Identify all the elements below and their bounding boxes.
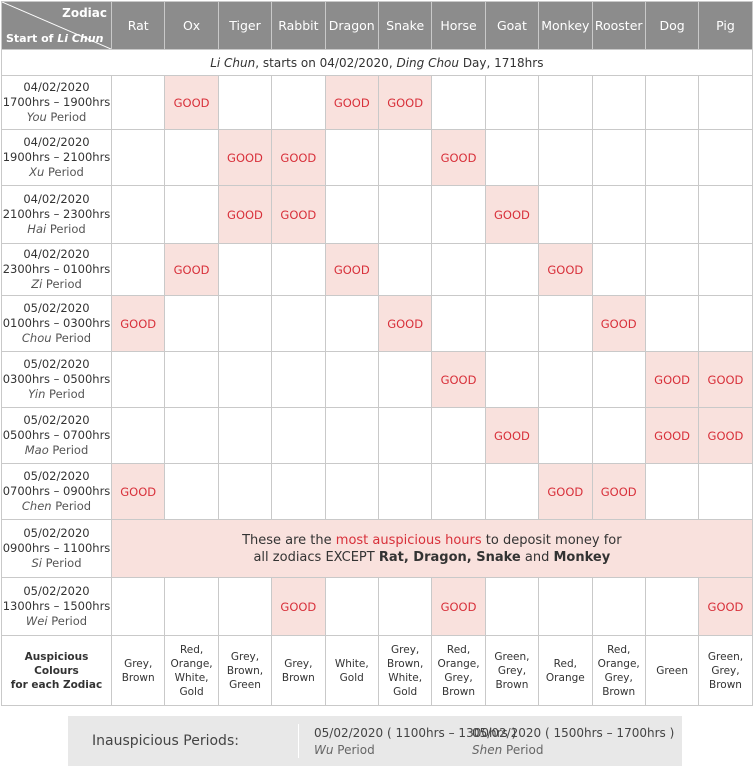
period-time-cell xyxy=(2,186,112,244)
period-time-cell xyxy=(2,76,112,130)
period-name xyxy=(2,165,111,180)
period-name-italic: You xyxy=(26,110,47,124)
empty-cell xyxy=(699,76,752,130)
good-cell: GOOD xyxy=(699,352,752,408)
empty-cell xyxy=(432,244,485,296)
colour-value: Grey, xyxy=(711,664,740,677)
empty-cell xyxy=(699,244,752,296)
inauspicious-period-1-name: Wu Period xyxy=(314,743,375,757)
empty-cell xyxy=(485,352,538,408)
period-hours: 2100hrs – 2300hrs xyxy=(2,207,111,221)
period-name xyxy=(2,443,111,458)
period-name-suffix: Period xyxy=(42,277,82,291)
empty-cell xyxy=(165,296,218,352)
table-row xyxy=(2,464,753,520)
period-name-suffix: Period xyxy=(45,387,85,401)
empty-cell xyxy=(432,186,485,244)
period-name-italic: Chen xyxy=(21,499,52,513)
inauspicious-periods-box xyxy=(68,716,682,766)
table-row xyxy=(2,130,753,186)
empty-cell xyxy=(539,76,592,130)
good-cell: GOOD xyxy=(378,296,431,352)
empty-cell xyxy=(645,186,698,244)
zodiac-header-rabbit: Rabbit xyxy=(272,2,325,50)
empty-cell xyxy=(592,186,645,244)
table-body xyxy=(2,50,753,706)
li-chun-row xyxy=(2,50,753,76)
empty-cell xyxy=(539,296,592,352)
period-name-suffix: Period xyxy=(46,222,86,236)
colours-cell-pig xyxy=(699,636,752,706)
empty-cell xyxy=(592,130,645,186)
empty-cell xyxy=(699,186,752,244)
table-row xyxy=(2,408,753,464)
good-cell: GOOD xyxy=(165,76,218,130)
empty-cell xyxy=(325,296,378,352)
colour-value: Grey, xyxy=(497,664,527,677)
period-name-suffix: Period xyxy=(51,499,92,513)
good-cell: GOOD xyxy=(218,130,271,186)
empty-cell xyxy=(325,130,378,186)
colours-cell-dog xyxy=(645,636,698,706)
corner-header xyxy=(2,2,112,50)
colour-value: Grey, xyxy=(391,643,420,656)
inauspicious-period-2 xyxy=(472,725,674,759)
empty-cell xyxy=(699,130,752,186)
empty-cell xyxy=(272,296,325,352)
empty-cell xyxy=(112,352,165,408)
empty-cell xyxy=(272,76,325,130)
period-hours: 2300hrs – 0100hrs xyxy=(2,262,111,276)
message-pre: These are the xyxy=(242,532,336,548)
empty-cell xyxy=(325,464,378,520)
colour-value: Green, xyxy=(707,650,744,663)
empty-cell xyxy=(378,464,431,520)
message-highlight: most auspicious hours xyxy=(335,532,482,548)
empty-cell xyxy=(592,578,645,636)
good-cell: GOOD xyxy=(325,76,378,130)
good-cell: GOOD xyxy=(485,186,538,244)
colour-value: White, xyxy=(334,657,369,670)
zodiac-header-pig: Pig xyxy=(699,2,752,50)
divider xyxy=(298,724,299,758)
good-cell: GOOD xyxy=(645,408,698,464)
empty-cell xyxy=(592,244,645,296)
colour-value: Brown xyxy=(602,685,636,698)
colour-value: Brown xyxy=(121,671,155,684)
empty-cell xyxy=(645,130,698,186)
colours-cell-snake xyxy=(378,636,431,706)
empty-cell xyxy=(378,186,431,244)
period-name-suffix: Period xyxy=(44,165,84,179)
empty-cell xyxy=(432,408,485,464)
empty-cell xyxy=(272,352,325,408)
colours-cell-rabbit xyxy=(272,636,325,706)
colour-value: Brown xyxy=(281,671,315,684)
good-cell: GOOD xyxy=(272,130,325,186)
period-name-italic: Chou xyxy=(21,331,52,345)
good-cell: GOOD xyxy=(592,296,645,352)
colour-value: Orange xyxy=(545,671,585,684)
zodiac-header-horse: Horse xyxy=(432,2,485,50)
good-cell: GOOD xyxy=(325,244,378,296)
empty-cell xyxy=(325,578,378,636)
inauspicious-period-1-time: 05/02/2020 ( 1100hrs – 1300hrs ) xyxy=(314,726,517,740)
colour-value: Orange, xyxy=(437,657,480,670)
period-hours: 0500hrs – 0700hrs xyxy=(2,428,111,442)
period-name-suffix: Period xyxy=(51,331,92,345)
colour-value: Red, xyxy=(607,643,631,656)
zodiac-header-ox: Ox xyxy=(165,2,218,50)
colours-label-line: Auspicious xyxy=(24,650,89,663)
empty-cell xyxy=(485,76,538,130)
empty-cell xyxy=(592,76,645,130)
colour-value: Grey, xyxy=(230,650,260,663)
good-cell: GOOD xyxy=(432,130,485,186)
zodiac-header-dragon: Dragon xyxy=(325,2,378,50)
message2-bold-2: Monkey xyxy=(553,549,611,565)
zodiac-header-rat: Rat xyxy=(112,2,165,50)
period-name-suffix: Period xyxy=(46,110,87,124)
empty-cell xyxy=(378,244,431,296)
good-cell: GOOD xyxy=(539,464,592,520)
empty-cell xyxy=(592,352,645,408)
table-row xyxy=(2,578,753,636)
empty-cell xyxy=(432,76,485,130)
colour-value: Green, xyxy=(494,650,530,663)
colours-label-line: Colours xyxy=(34,664,79,677)
good-cell: GOOD xyxy=(645,352,698,408)
period-hours: 0300hrs – 0500hrs xyxy=(2,372,111,386)
empty-cell xyxy=(645,76,698,130)
empty-cell xyxy=(112,578,165,636)
colour-value: Grey, xyxy=(444,671,473,684)
empty-cell xyxy=(485,464,538,520)
empty-cell xyxy=(378,408,431,464)
good-cell: GOOD xyxy=(592,464,645,520)
good-cell: GOOD xyxy=(272,578,325,636)
colour-value: Gold xyxy=(179,685,204,698)
header-row xyxy=(2,2,753,50)
empty-cell xyxy=(485,578,538,636)
inauspicious-period-2-time: 05/02/2020 ( 1500hrs – 1700hrs ) xyxy=(472,726,675,740)
empty-cell xyxy=(539,130,592,186)
empty-cell xyxy=(272,464,325,520)
period-date: 05/02/2020 xyxy=(23,357,90,371)
colour-value: Orange, xyxy=(170,657,213,670)
empty-cell xyxy=(699,296,752,352)
good-cell: GOOD xyxy=(378,76,431,130)
empty-cell xyxy=(432,464,485,520)
empty-cell xyxy=(112,76,165,130)
period-date: 05/02/2020 xyxy=(23,584,90,598)
message-line-1 xyxy=(112,532,752,549)
empty-cell xyxy=(485,244,538,296)
colour-value: Red, xyxy=(446,643,471,656)
period-name xyxy=(2,222,111,237)
period-name-italic: Yin xyxy=(28,387,46,401)
period-date: 04/02/2020 xyxy=(23,135,90,149)
message-line-2 xyxy=(112,549,752,566)
good-cell: GOOD xyxy=(539,244,592,296)
empty-cell xyxy=(539,408,592,464)
empty-cell xyxy=(112,186,165,244)
colour-value: Green xyxy=(229,678,261,691)
period-time-cell xyxy=(2,244,112,296)
colours-cell-monkey xyxy=(539,636,592,706)
period-name-italic: Xu xyxy=(29,165,45,179)
period-name xyxy=(2,277,111,292)
inauspicious-title: Inauspicious Periods: xyxy=(92,733,239,749)
colours-label-line: for each Zodiac xyxy=(10,678,103,691)
zodiac-header-rooster: Rooster xyxy=(592,2,645,50)
empty-cell xyxy=(539,578,592,636)
period-date: 05/02/2020 xyxy=(23,469,90,483)
empty-cell xyxy=(378,352,431,408)
period-date: 05/02/2020 xyxy=(23,526,90,540)
period-date: 04/02/2020 xyxy=(23,80,90,94)
period-hours: 1700hrs – 1900hrs xyxy=(2,95,111,109)
good-cell: GOOD xyxy=(432,578,485,636)
empty-cell xyxy=(485,130,538,186)
period-time-cell xyxy=(2,296,112,352)
empty-cell xyxy=(218,76,271,130)
good-cell: GOOD xyxy=(165,244,218,296)
empty-cell xyxy=(218,464,271,520)
colour-value: Red, xyxy=(179,643,204,656)
message-post: to deposit money for xyxy=(481,532,622,548)
colour-value: Grey, xyxy=(604,671,633,684)
empty-cell xyxy=(165,352,218,408)
empty-cell xyxy=(432,296,485,352)
empty-cell xyxy=(539,186,592,244)
auspicious-colours-label xyxy=(2,636,112,706)
zodiac-header-dog: Dog xyxy=(645,2,698,50)
period-name-italic: Zi xyxy=(31,277,43,291)
period-name-italic: Si xyxy=(31,556,42,570)
colour-value: Gold xyxy=(393,685,418,698)
period-time-cell xyxy=(2,130,112,186)
zodiac-header-tiger: Tiger xyxy=(218,2,271,50)
empty-cell xyxy=(165,130,218,186)
period-name-suffix: Period xyxy=(41,556,82,570)
empty-cell xyxy=(272,244,325,296)
good-cell: GOOD xyxy=(272,186,325,244)
period-date: 04/02/2020 xyxy=(23,192,90,206)
empty-cell xyxy=(645,464,698,520)
table-row xyxy=(2,186,753,244)
period-name-italic: Wei xyxy=(25,614,48,628)
period-hours: 1900hrs – 2100hrs xyxy=(2,150,111,164)
empty-cell xyxy=(378,130,431,186)
period-time-cell xyxy=(2,408,112,464)
good-cell: GOOD xyxy=(112,464,165,520)
empty-cell xyxy=(218,578,271,636)
period-name xyxy=(2,387,111,402)
empty-cell xyxy=(485,296,538,352)
message2-pre: all zodiacs EXCEPT xyxy=(253,549,379,565)
empty-cell xyxy=(165,464,218,520)
zodiac-header-snake: Snake xyxy=(378,2,431,50)
period-name-italic: Hai xyxy=(27,222,47,236)
empty-cell xyxy=(645,244,698,296)
period-name-suffix: Period xyxy=(47,614,88,628)
period-time-cell xyxy=(2,464,112,520)
colour-value: Grey, xyxy=(284,657,313,670)
empty-cell xyxy=(325,408,378,464)
good-cell: GOOD xyxy=(699,578,752,636)
empty-cell xyxy=(218,408,271,464)
empty-cell xyxy=(112,408,165,464)
colours-cell-dragon xyxy=(325,636,378,706)
colour-value: Red, xyxy=(553,657,577,670)
empty-cell xyxy=(165,578,218,636)
colour-value: White, xyxy=(174,671,209,684)
empty-cell xyxy=(325,352,378,408)
zodiac-hours-table xyxy=(1,1,753,706)
period-name xyxy=(2,556,111,571)
period-hours: 0100hrs – 0300hrs xyxy=(2,316,111,330)
colour-value: Brown xyxy=(442,685,476,698)
message2-bold-1: Rat, Dragon, Snake xyxy=(378,549,521,565)
colour-value: Grey, xyxy=(124,657,153,670)
period-time-cell xyxy=(2,352,112,408)
li-chun-note: Li Chun, starts on 04/02/2020, Ding Chou Day, 1718hrs xyxy=(2,50,753,76)
most-auspicious-message xyxy=(112,520,753,578)
colour-value: Brown, xyxy=(387,657,424,670)
special-row xyxy=(2,520,753,578)
period-name-italic: Mao xyxy=(24,443,49,457)
empty-cell xyxy=(699,464,752,520)
empty-cell xyxy=(592,408,645,464)
good-cell: GOOD xyxy=(218,186,271,244)
period-name xyxy=(2,499,111,514)
table-row xyxy=(2,76,753,130)
period-name xyxy=(2,614,111,629)
empty-cell xyxy=(218,296,271,352)
colour-value: White, xyxy=(388,671,423,684)
empty-cell xyxy=(112,130,165,186)
empty-cell xyxy=(645,578,698,636)
period-name xyxy=(2,110,111,125)
empty-cell xyxy=(539,352,592,408)
colours-cell-ox xyxy=(165,636,218,706)
good-cell: GOOD xyxy=(485,408,538,464)
zodiac-header-goat: Goat xyxy=(485,2,538,50)
colours-cell-goat xyxy=(485,636,538,706)
period-date: 05/02/2020 xyxy=(23,413,90,427)
colours-cell-rooster xyxy=(592,636,645,706)
colour-value: Brown xyxy=(709,678,742,691)
good-cell: GOOD xyxy=(699,408,752,464)
colours-cell-horse xyxy=(432,636,485,706)
colours-cell-rat xyxy=(112,636,165,706)
colour-value: Green xyxy=(656,664,688,677)
period-hours: 0900hrs – 1100hrs xyxy=(2,541,111,555)
period-time-cell xyxy=(2,578,112,636)
empty-cell xyxy=(325,186,378,244)
empty-cell xyxy=(165,408,218,464)
period-hours: 0700hrs – 0900hrs xyxy=(2,484,111,498)
period-time-cell xyxy=(2,520,112,578)
table-row xyxy=(2,244,753,296)
period-date: 04/02/2020 xyxy=(23,247,90,261)
zodiac-header-monkey: Monkey xyxy=(539,2,592,50)
period-date: 05/02/2020 xyxy=(23,301,90,315)
corner-zodiac-label: Zodiac xyxy=(62,6,107,20)
colour-value: Gold xyxy=(339,671,364,684)
table-row xyxy=(2,296,753,352)
empty-cell xyxy=(218,244,271,296)
message2-and: and xyxy=(520,549,554,565)
good-cell: GOOD xyxy=(432,352,485,408)
empty-cell xyxy=(165,186,218,244)
period-name-suffix: Period xyxy=(48,443,89,457)
colours-cell-tiger xyxy=(218,636,271,706)
period-hours: 1300hrs – 1500hrs xyxy=(2,599,111,613)
table-row xyxy=(2,352,753,408)
inauspicious-period-2-name: Shen Period xyxy=(472,743,544,757)
colour-value: Brown, xyxy=(226,664,264,677)
empty-cell xyxy=(645,296,698,352)
colour-value: Brown xyxy=(495,678,529,691)
empty-cell xyxy=(272,408,325,464)
empty-cell xyxy=(378,578,431,636)
empty-cell xyxy=(218,352,271,408)
period-name xyxy=(2,331,111,346)
auspicious-colours-row xyxy=(2,636,753,706)
empty-cell xyxy=(112,244,165,296)
corner-start-label: Start of Li Chun xyxy=(6,32,104,45)
good-cell: GOOD xyxy=(112,296,165,352)
colour-value: Orange, xyxy=(597,657,640,670)
